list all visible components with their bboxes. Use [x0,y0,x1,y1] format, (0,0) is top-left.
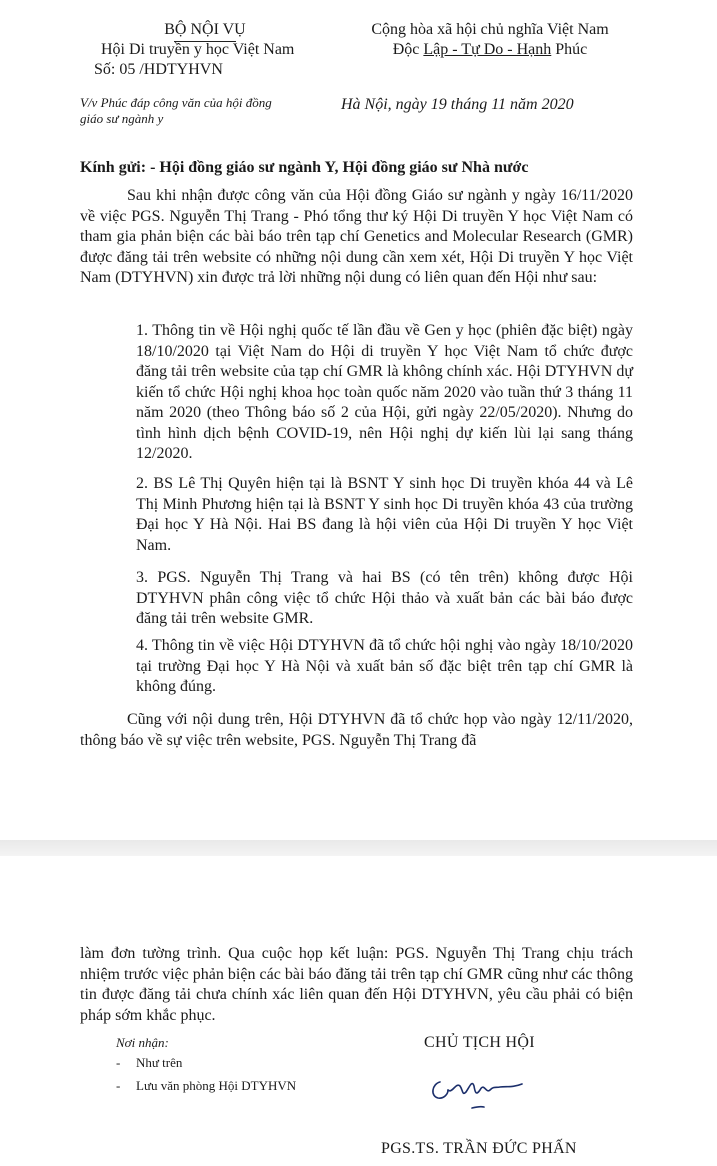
recipient-bullet: - [116,1055,121,1070]
item-list [136,321,633,465]
list-item-4: 4. Thông tin về việc Hội DTYHVN đã tổ chức hội nghị vào ngày 18/10/2020 tại trường Đại học Y Hà Nội và xuất bản số đặc biệt trên tạp chí GMR là không đúng. [136,637,633,695]
handwritten-signature [426,1064,536,1116]
motto-part-a: Độc [392,41,420,58]
national-motto [330,40,650,60]
closing-paragraph-part-2: làm đơn tường trình. Qua cuộc họp kết luận: PGS. Nguyễn Thị Trang chịu trách nhiệm trước việc phản biện các bài báo đăng tải trên tạp chí GMR cũng như các thông tin được đăng tải chưa chính xác liên quan đến Hội DTYHVN, yêu cầu phải có biện pháp sớm khắc phục. [80,945,633,1024]
signature-role: CHỦ TỊCH HỘI [424,1034,535,1051]
item-list-4-box [136,636,633,698]
motto-part-c: Phúc [555,41,588,58]
closing-paragraph-box [80,710,633,751]
header-left [90,20,320,42]
ministry-name: BỘ NỘI VỤ [164,21,246,38]
motto-part-b: Lập - Tự Do - Hạnh [423,41,552,58]
list-item-3: 3. PGS. Nguyễn Thị Trang và hai BS (có tên trên) không được Hội DTYHVN phân công việc tổ chức Hội thảo và xuất bản các bài báo được đăng tải trên website GMR. [136,569,633,627]
subject-line-1: V/v Phúc đáp công văn của hội đồng [80,95,272,110]
recipient-item-2 [116,1077,296,1095]
intro-paragraph: Sau khi nhận được công văn của Hội đồng Giáo sư ngành y ngày 16/11/2020 về việc PGS. Nguyễn Thị Trang - Phó tổng thư ký Hội Di truyền Y học Việt Nam có tham gia phản biện các bài báo trên tạp chí Genetics and Molecular Research (GMR) được đăng tải trên website có những nội dung cần xem xét, Hội Di truyền Y học Việt Nam (DTYHVN) xin được trả lời những nội dung có liên quan đến Hội như sau: [80,187,633,286]
item-list-3-box [136,568,633,630]
item-list-2-box [136,474,633,556]
recipient-label-2: Lưu văn phòng Hội DTYHVN [136,1078,297,1093]
closing-paragraph-part-1: Cũng với nội dung trên, Hội DTYHVN đã tổ chức họp vào ngày 12/11/2020, thông báo về sự việc trên website, PGS. Nguyễn Thị Trang đã [80,711,633,749]
list-item-1: 1. Thông tin về Hội nghị quốc tế lần đầu về Gen y học (phiên đặc biệt) ngày 18/10/2020 tại Việt Nam do Hội di truyền Y học Việt Nam tổ chức được đăng tải trên website của tạp chí GMR là không chính xác. Hội DTYHVN dự kiến tổ chức Hội nghị khoa học toàn quốc năm 2020 vào tuần thứ 3 tháng 11 năm 2020 (theo Thông báo số 2 của Hội, gửi ngày 22/05/2020). Nhưng do tình hình dịch bệnh COVID-19, nên Hội nghị dự kiến lùi lại sang tháng 12/2020. [136,322,633,462]
recipient-item-1 [116,1054,182,1072]
closing-paragraph-2-box [80,944,633,1026]
intro-paragraph-box [80,186,633,289]
subject-line-2: giáo sư ngành y [80,111,164,126]
document-page-2 [0,856,717,1166]
document-date: Hà Nội, ngày 19 tháng 11 năm 2020 [341,96,574,113]
addressee: Kính gửi: - Hội đồng giáo sư ngành Y, Hội đồng giáo sư Nhà nước [80,159,529,176]
signer-name: PGS.TS. TRẦN ĐỨC PHẤN [381,1140,577,1157]
country-name: Cộng hòa xã hội chủ nghĩa Việt Nam [371,21,609,38]
document-number: Số: 05 /HDTYHVN [94,61,223,78]
recipient-bullet: - [116,1078,121,1093]
recipients-title: Nơi nhận: [116,1035,169,1050]
page-gap [0,840,717,856]
list-item-2: 2. BS Lê Thị Quyên hiện tại là BSNT Y sinh học Di truyền khóa 44 và Lê Thị Minh Phương hiện tại là BSNT Y sinh học Di truyền khóa 43 của trường Đại học Y Hà Nội. Hai BS đang là hội viên của Hội Di truyền Y học Việt Nam. [136,475,633,554]
recipient-label-1: Như trên [136,1055,183,1070]
org-name: Hội Di truyền y học Việt Nam [101,41,295,58]
subject-line [80,95,330,127]
